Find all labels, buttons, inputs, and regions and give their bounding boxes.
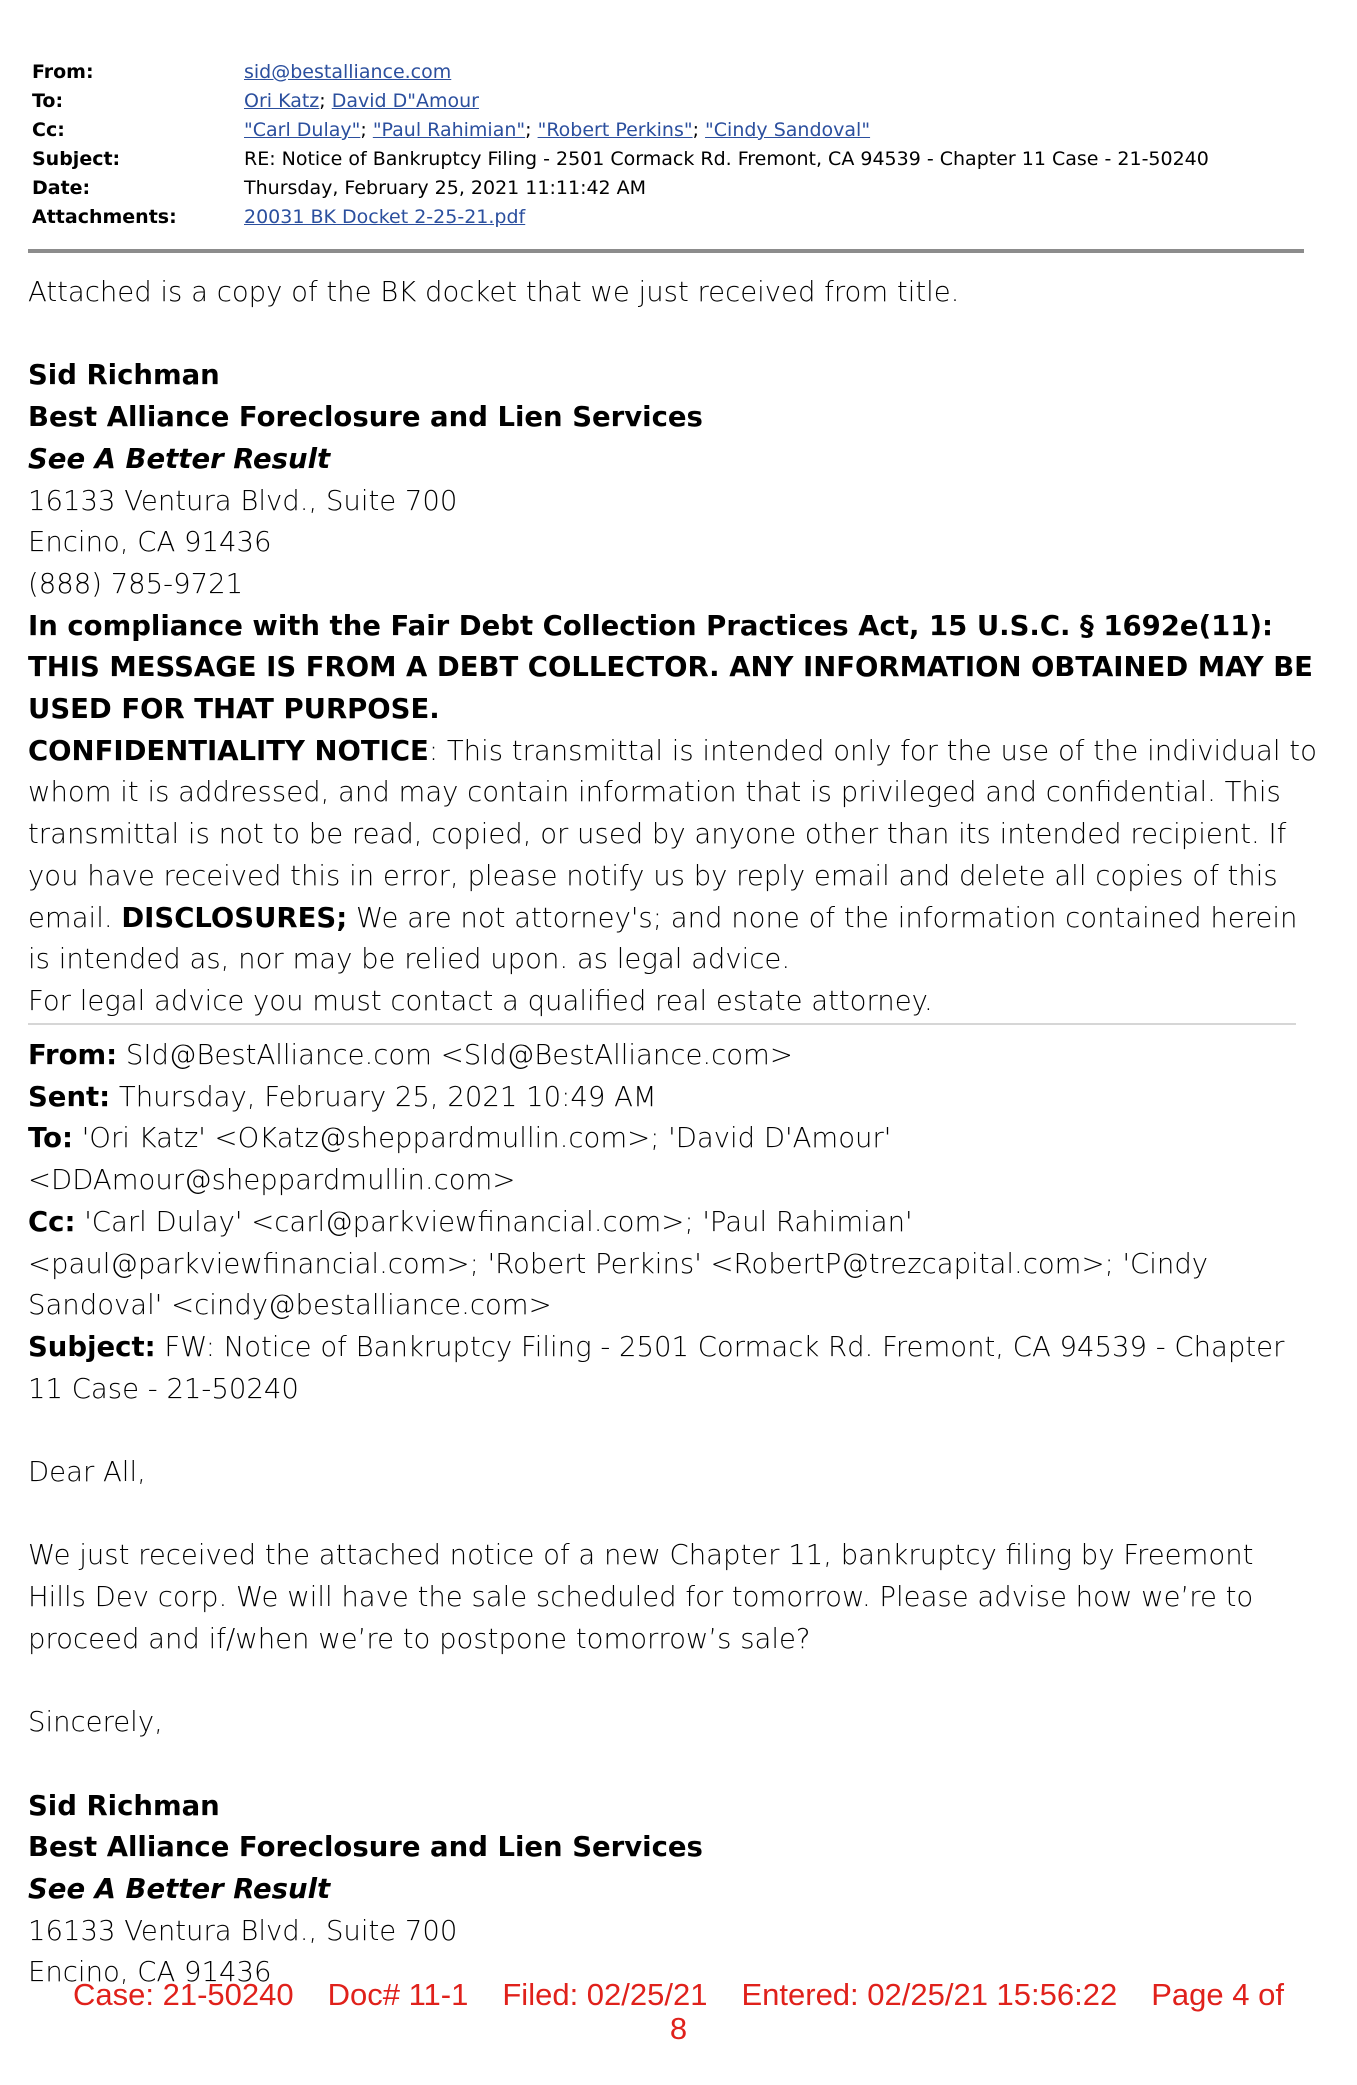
signature-company: Best Alliance Foreclosure and Lien Services [28,401,703,434]
attachments-label: Attachments: [32,206,177,228]
quoted-from-label: From: [28,1039,118,1071]
signature-address-line2: Encino, CA 91436 [28,1956,272,1989]
disclosures-text: We are not attorney's; and none of the information contained herein is intended as, nor may be relied upon. as legal advice. [28,901,1298,976]
footer-line1 [0,1978,1357,2012]
quoted-to-label: To: [28,1122,73,1155]
subject-label: Subject: [32,148,121,170]
legal-advice-line: For legal advice you must contact a qualified real estate attorney. [28,984,933,1017]
header-attachments-row [32,203,1302,232]
header-to-row [32,87,1302,116]
date-label: Date: [32,177,91,199]
header-divider [28,249,1304,253]
separator: ; [692,119,706,141]
attachment-link[interactable]: 20031 BK Docket 2-25-21.pdf [244,206,526,228]
from-label: From: [32,61,94,83]
quoted-body-text: We just received the attached notice of a new Chapter 11, bankruptcy filing by Freemont Hills Dev corp. We will have the sale scheduled for tomorrow. Please advise how we’re to proceed and if/when we’re to postpone tomorrow’s sale? [28,1539,1254,1655]
signature-tagline: See A Better Result [28,1873,331,1905]
signature-name: Sid Richman [28,359,220,392]
footer-filed: Filed: 02/25/21 [502,1977,708,2012]
footer-case: Case: 21-50240 [73,1977,294,2012]
signature-phone: (888) 785-9721 [28,567,244,600]
quoted-cc-label: Cc: [28,1205,76,1238]
to-recipient-link[interactable]: Ori Katz [244,90,320,112]
cc-recipient-link[interactable]: "Cindy Sandoval" [705,119,871,141]
quoted-cc-value: 'Carl Dulay' <carl@parkviewfinancial.com>; 'Paul Rahimian' <paul@parkviewfinancial.com>; 'Robert Perkins' <RobertP@trezcapital.com>; 'Cindy Sandoval' <cindy@bestalliance.com> [28,1205,1209,1322]
closing: Sincerely, [28,1706,163,1739]
court-filing-stamp [0,1978,1357,2046]
cc-label: Cc: [32,119,65,141]
confidentiality-notice [28,731,1318,981]
footer-page-total: 8 [669,2011,688,2046]
email-header [32,58,1302,232]
disclosures-label: DISCLOSURES; [121,901,348,934]
quoted-subject-label: Subject: [28,1330,156,1363]
quoted-subject-line [28,1327,1318,1410]
footer-doc: Doc# 11-1 [327,1977,469,2012]
greeting: Dear All, [28,1456,146,1489]
quoted-sent-line [28,1077,1318,1119]
footer-page: Page 4 of [1151,1977,1284,2012]
quoted-to-line [28,1118,1318,1201]
signature-address-line1: 16133 Ventura Blvd., Suite 700 [28,1914,458,1947]
to-recipient-link[interactable]: David D"Amour [331,90,479,112]
to-label: To: [32,90,64,112]
intro-text: Attached is a copy of the BK docket that we just received from title. [28,276,960,308]
from-email-link[interactable]: sid@bestalliance.com [244,61,452,83]
confidentiality-label: CONFIDENTIALITY NOTICE [28,734,429,767]
compliance-notice: In compliance with the Fair Debt Collection Practices Act, 15 U.S.C. § 1692e(11): THIS MESSAGE IS FROM A DEBT COLLECTOR. ANY INFORMATION OBTAINED MAY BE USED FOR THAT PURPOSE. [28,609,1313,726]
cc-recipient-link[interactable]: "Robert Perkins" [537,119,693,141]
quoted-message [28,1035,1318,1994]
message-body [28,272,1318,1023]
quoted-sent-label: Sent: [28,1080,111,1113]
quoted-to-value: 'Ori Katz' <OKatz@sheppardmullin.com>; 'David D'Amour' <DDAmour@sheppardmullin.com> [28,1122,892,1197]
signature-name: Sid Richman [28,1789,220,1822]
cc-recipient-link[interactable]: "Carl Dulay" [244,119,361,141]
signature-tagline: See A Better Result [28,442,331,475]
confidentiality-text: : This transmittal is intended only for the use of the individual to whom it is addressed, and may contain information that is privileged and confidential. This transmittal is not to be read, copied, or used by anyone other than its intended recipient. If you have received this in error, please notify us by reply email and delete all copies of this email. [28,734,1317,934]
date-value: Thursday, February 25, 2021 11:11:42 AM [244,177,647,199]
subject-value: RE: Notice of Bankruptcy Filing - 2501 Cormack Rd. Fremont, CA 94539 - Chapter 11 Case - 21-50240 [244,148,1209,170]
header-from-row [32,58,1302,87]
quoted-message-divider [28,1023,1296,1025]
header-subject-row [32,145,1302,174]
quoted-from-value: SId@BestAlliance.com <SId@BestAlliance.com> [117,1039,793,1071]
header-date-row [32,174,1302,203]
signature-address-line1: 16133 Ventura Blvd., Suite 700 [28,484,458,517]
cc-recipient-link[interactable]: "Paul Rahimian" [372,119,526,141]
separator: ; [525,119,538,141]
footer-entered: Entered: 02/25/21 15:56:22 [741,1977,1118,2012]
quoted-sent-value: Thursday, February 25, 2021 10:49 AM [110,1080,657,1113]
separator: ; [319,90,332,112]
signature-company: Best Alliance Foreclosure and Lien Services [28,1831,703,1864]
separator: ; [360,119,373,141]
header-cc-row [32,116,1302,145]
quoted-from-line [28,1035,1318,1077]
signature-address-line2: Encino, CA 91436 [28,526,272,559]
quoted-cc-line [28,1202,1318,1327]
quoted-subject-value: FW: Notice of Bankruptcy Filing - 2501 Cormack Rd. Fremont, CA 94539 - Chapter 11 Case - 21-50240 [28,1330,1285,1405]
